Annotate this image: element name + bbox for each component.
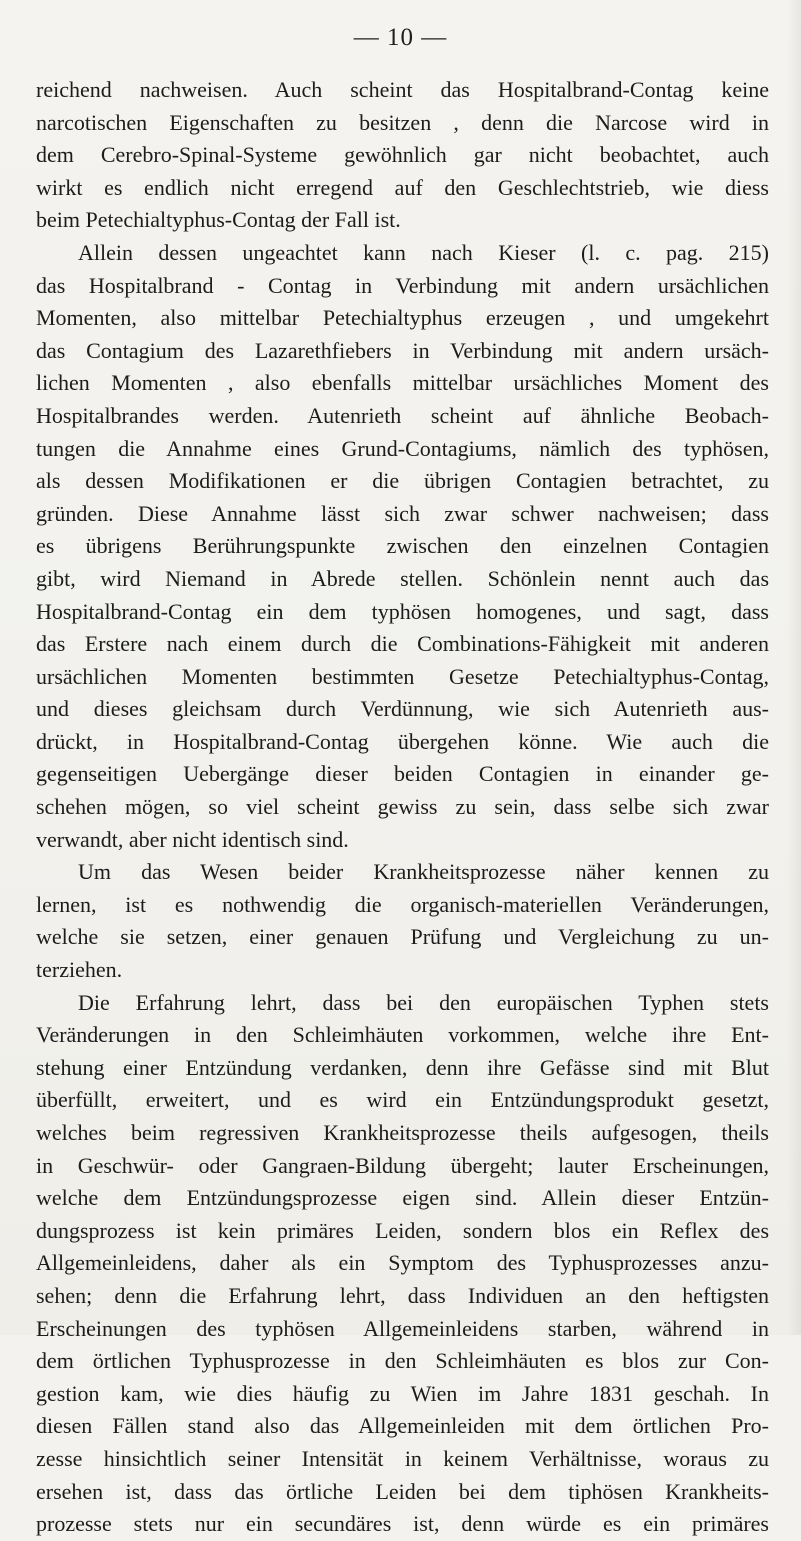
text-line: welche sie setzen, einer genauen Prüfung und Vergleichung zu un- xyxy=(36,924,769,950)
text-line: verwandt, aber nicht identisch sind. xyxy=(36,826,349,852)
text-line: Erscheinungen des typhösen Allgemeinleidens starben, während in xyxy=(36,1315,769,1341)
text-line: sehen; denn die Erfahrung lehrt, dass Individuen an den heftigsten xyxy=(36,1282,769,1308)
text-line: diesen Fällen stand also das Allgemeinleiden mit dem örtlichen Pro- xyxy=(36,1413,769,1439)
text-line: tungen die Annahme eines Grund-Contagiums, nämlich des typhösen, xyxy=(36,435,769,461)
body-text xyxy=(36,74,769,1541)
text-line: beim Petechialtyphus-Contag der Fall ist. xyxy=(36,207,401,233)
text-line: gibt, wird Niemand in Abrede stellen. Schönlein nennt auch das xyxy=(36,565,769,591)
text-line: Hospitalbrandes werden. Autenrieth scheint auf ähnliche Beobach- xyxy=(36,402,769,428)
text-line: ersehen ist, dass das örtliche Leiden bei dem tiphösen Krankheits- xyxy=(36,1478,769,1504)
text-line: und dieses gleichsam durch Verdünnung, wie sich Autenrieth aus- xyxy=(36,696,769,722)
text-line: Hospitalbrand-Contag ein dem typhösen homogenes, und sagt, dass xyxy=(36,598,769,624)
text-line: Um das Wesen beider Krankheitsprozesse näher kennen zu xyxy=(78,859,769,885)
text-line: als dessen Modifikationen er die übrigen Contagien betrachtet, zu xyxy=(36,468,769,494)
text-line: lichen Momenten , also ebenfalls mittelbar ursächliches Moment des xyxy=(36,370,769,396)
page-number: — 10 — xyxy=(353,24,448,51)
text-line: in Geschwür- oder Gangraen-Bildung übergeht; lauter Erscheinungen, xyxy=(36,1152,769,1178)
text-line: Die Erfahrung lehrt, dass bei den europäischen Typhen stets xyxy=(78,989,769,1015)
text-line: ursächlichen Momenten bestimmten Gesetze Petechialtyphus-Contag, xyxy=(36,663,769,689)
text-line: Allein dessen ungeachtet kann nach Kieser (l. c. pag. 215) xyxy=(78,239,769,265)
text-line: überfüllt, erweitert, und es wird ein Entzündungsprodukt gesetzt, xyxy=(36,1087,769,1113)
text-line: gründen. Diese Annahme lässt sich zwar schwer nachweisen; dass xyxy=(36,500,769,526)
text-line: drückt, in Hospitalbrand-Contag übergehen könne. Wie auch die xyxy=(36,728,769,754)
text-line: prozesse stets nur ein secundäres ist, denn würde es ein primäres xyxy=(36,1511,769,1537)
text-line: das Contagium des Lazarethfiebers in Verbindung mit andern ursäch- xyxy=(36,337,769,363)
text-line: welche dem Entzündungsprozesse eigen sind. Allein dieser Entzün- xyxy=(36,1185,769,1211)
text-line: dem Cerebro-Spinal-Systeme gewöhnlich gar nicht beobachtet, auch xyxy=(36,142,769,168)
text-line: zesse hinsichtlich seiner Intensität in keinem Verhältnisse, woraus zu xyxy=(36,1445,769,1471)
text-line: welches beim regressiven Krankheitsprozesse theils aufgesogen, theils xyxy=(36,1120,769,1145)
text-line: terziehen. xyxy=(36,957,123,983)
text-line: lernen, ist es nothwendig die organisch-materiellen Veränderungen, xyxy=(36,891,769,917)
text-line: es übrigens Berührungspunkte zwischen den einzelnen Contagien xyxy=(36,533,769,559)
text-line: das Hospitalbrand - Contag in Verbindung mit andern ursächlichen xyxy=(36,272,769,298)
text-line: dungsprozess ist kein primäres Leiden, sondern blos ein Reflex des xyxy=(36,1217,769,1243)
text-line: gegenseitigen Uebergänge dieser beiden Contagien in einander ge- xyxy=(36,761,769,787)
page-edge-shadow xyxy=(787,0,801,1335)
text-line: schehen mögen, so viel scheint gewiss zu sein, dass selbe sich zwar xyxy=(36,794,769,820)
text-line: stehung einer Entzündung verdanken, denn ihre Gefässe sind mit Blut xyxy=(36,1054,769,1080)
text-line: wirkt es endlich nicht erregend auf den Geschlechtstrieb, wie diess xyxy=(36,174,769,200)
text-line: das Erstere nach einem durch die Combinations-Fähigkeit mit anderen xyxy=(36,631,769,657)
text-line: reichend nachweisen. Auch scheint das Hospitalbrand-Contag keine xyxy=(36,77,769,102)
text-line: gestion kam, wie dies häufig zu Wien im Jahre 1831 geschah. In xyxy=(36,1380,769,1406)
text-line: dem örtlichen Typhusprozesse in den Schleimhäuten es blos zur Con- xyxy=(36,1348,769,1374)
text-line: narcotischen Eigenschaften zu besitzen , denn die Narcose wird in xyxy=(36,109,769,135)
text-line: Allgemeinleidens, daher als ein Symptom des Typhusprozesses anzu- xyxy=(36,1250,769,1276)
text-line: Veränderungen in den Schleimhäuten vorkommen, welche ihre Ent- xyxy=(36,1022,769,1048)
text-line: Momenten, also mittelbar Petechialtyphus erzeugen , und umgekehrt xyxy=(36,305,769,331)
